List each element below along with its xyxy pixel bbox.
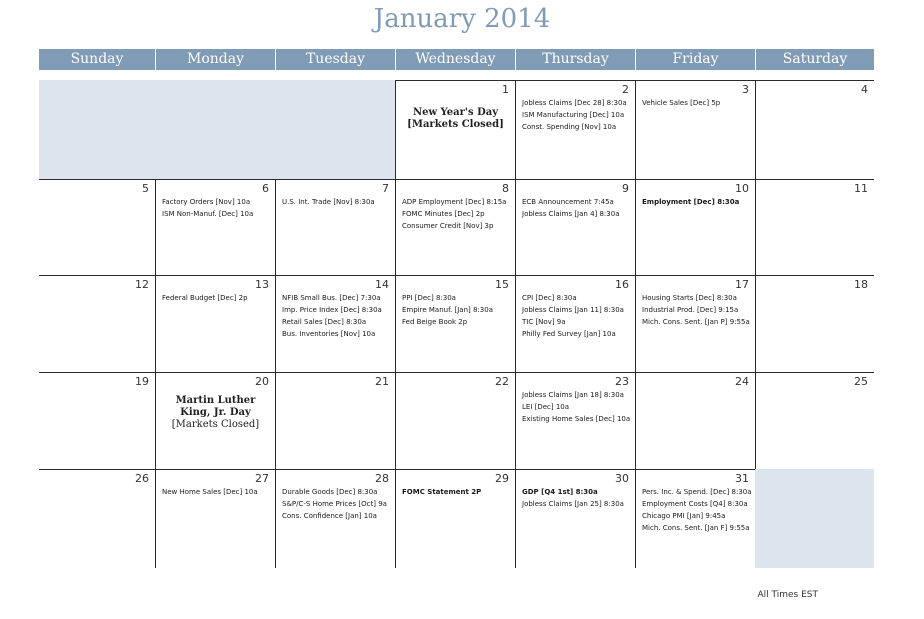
day-number: 21 [375,375,389,388]
day-number: 12 [135,278,149,291]
weekday-header-tuesday: Tuesday [276,49,395,70]
holiday-line: Martin Luther [175,395,256,406]
event-list [522,486,633,510]
empty-day-cell [155,80,275,179]
day-cell-31[interactable] [635,469,755,568]
event-item[interactable]: Mich. Cons. Sent. [Jan P] 9:55a [642,318,750,326]
event-item[interactable]: PPI [Dec] 8:30a [402,294,456,302]
event-item[interactable]: Jobless Claims [Jan 4] 8:30a [522,210,620,218]
day-cell-14[interactable] [275,275,395,372]
day-number: 10 [735,182,749,195]
day-cell-17[interactable] [635,275,755,372]
event-item[interactable]: Mich. Cons. Sent. [Jan F] 9:55a [642,524,750,532]
day-number: 25 [854,375,868,388]
empty-day-cell [39,80,155,179]
weekday-header-monday: Monday [156,49,275,70]
event-list [642,97,753,109]
event-item[interactable]: U.S. Int. Trade [Nov] 8:30a [282,198,375,206]
day-cell-16[interactable] [515,275,635,372]
weekday-header-wednesday: Wednesday [396,49,515,70]
event-list [162,196,273,220]
day-cell-5[interactable] [39,179,155,275]
event-item[interactable]: NFIB Small Bus. [Dec] 7:30a [282,294,381,302]
event-item[interactable]: Fed Beige Book 2p [402,318,468,326]
day-number: 4 [861,83,868,96]
event-list [282,196,393,208]
event-list [642,196,753,208]
event-item[interactable]: Imp. Price Index [Dec] 8:30a [282,306,382,314]
event-item[interactable]: New Home Sales [Dec] 10a [162,488,258,496]
event-item[interactable]: Federal Budget [Dec] 2p [162,294,248,302]
day-number: 24 [735,375,749,388]
day-cell-20[interactable] [155,372,275,469]
event-item[interactable]: Vehicle Sales [Dec] 5p [642,99,721,107]
event-item[interactable]: Empire Manuf. [Jan] 8:30a [402,306,493,314]
day-cell-8[interactable] [395,179,515,275]
holiday-label [396,107,515,131]
day-number: 13 [255,278,269,291]
holiday-line: New Year's Day [412,107,499,118]
day-number: 7 [382,182,389,195]
event-item[interactable]: CPI [Dec] 8:30a [522,294,577,302]
event-list [522,389,633,425]
day-number: 28 [375,472,389,485]
day-cell-19[interactable] [39,372,155,469]
day-cell-6[interactable] [155,179,275,275]
event-item[interactable]: Housing Starts [Dec] 8:30a [642,294,737,302]
event-item[interactable]: FOMC Statement 2P [402,488,482,496]
day-number: 26 [135,472,149,485]
event-item[interactable]: ECB Announcement 7:45a [522,198,614,206]
event-item[interactable]: Employment [Dec] 8:30a [642,198,740,206]
day-cell-30[interactable] [515,469,635,568]
event-item[interactable]: Jobless Claims [Jan 18] 8:30a [522,391,624,399]
event-item[interactable]: FOMC Minutes [Dec] 2p [402,210,485,218]
day-number: 9 [622,182,629,195]
event-item[interactable]: Pers. Inc. & Spend. [Dec] 8:30a [642,488,752,496]
day-cell-28[interactable] [275,469,395,568]
event-item[interactable]: GDP [Q4 1st] 8:30a [522,488,598,496]
day-cell-25[interactable] [755,372,874,469]
event-item[interactable]: Factory Orders [Nov] 10a [162,198,251,206]
event-item[interactable]: Jobless Claims [Jan 11] 8:30a [522,306,624,314]
day-number: 20 [255,375,269,388]
holiday-line: [Markets Closed] [171,419,260,430]
event-item[interactable]: ISM Non-Manuf. [Dec] 10a [162,210,254,218]
event-item[interactable]: Durable Goods [Dec] 8:30a [282,488,378,496]
calendar-title: January 2014 [373,4,551,34]
event-item[interactable]: Const. Spending [Nov] 10a [522,123,617,131]
day-number: 30 [615,472,629,485]
event-item[interactable]: Employment Costs [Q4] 8:30a [642,500,748,508]
day-cell-22[interactable] [395,372,515,469]
event-list [282,292,393,340]
event-item[interactable]: Cons. Confidence [Jan] 10a [282,512,377,520]
event-list [402,292,513,328]
event-item[interactable]: Jobless Claims [Jan 25] 8:30a [522,500,624,508]
day-cell-10[interactable] [635,179,755,275]
day-cell-3[interactable] [635,80,755,179]
empty-day-cell [755,469,874,568]
day-cell-2[interactable] [515,80,635,179]
day-number: 8 [502,182,509,195]
event-list [402,196,513,232]
event-list [162,486,273,498]
weekday-header-thursday: Thursday [516,49,635,70]
day-number: 3 [742,83,749,96]
event-item[interactable]: ADP Employment [Dec] 8:15a [402,198,507,206]
holiday-line: [Markets Closed] [407,119,504,130]
time-zone-note: All Times EST [757,590,818,600]
day-cell-21[interactable] [275,372,395,469]
day-cell-23[interactable] [515,372,635,469]
event-list [522,97,633,133]
day-number: 29 [495,472,509,485]
event-list [522,292,633,340]
event-item[interactable]: Bus. Inventories [Nov] 10a [282,330,376,338]
event-item[interactable]: LEI [Dec] 10a [522,403,570,411]
day-cell-29[interactable] [395,469,515,568]
day-cell-9[interactable] [515,179,635,275]
holiday-line: King, Jr. Day [180,407,251,418]
day-number: 17 [735,278,749,291]
day-number: 23 [615,375,629,388]
event-list [522,196,633,220]
day-cell-1[interactable] [395,80,515,179]
event-list [282,486,393,522]
event-item[interactable]: Chicago PMI [Jan] 9:45a [642,512,726,520]
day-cell-4[interactable] [755,80,874,179]
event-item[interactable]: Existing Home Sales [Dec] 10a [522,415,631,423]
day-number: 27 [255,472,269,485]
event-list [642,292,753,328]
day-cell-27[interactable] [155,469,275,568]
day-cell-12[interactable] [39,275,155,372]
holiday-label [156,395,275,431]
event-item[interactable]: Consumer Credit [Nov] 3p [402,222,494,230]
day-number: 5 [142,182,149,195]
day-number: 22 [495,375,509,388]
day-number: 2 [622,83,629,96]
day-number: 14 [375,278,389,291]
weekday-header-friday: Friday [636,49,755,70]
day-cell-13[interactable] [155,275,275,372]
event-item[interactable]: ISM Manufacturing [Dec] 10a [522,111,625,119]
day-cell-18[interactable] [755,275,874,372]
day-number: 15 [495,278,509,291]
day-number: 16 [615,278,629,291]
event-item[interactable]: S&P/C-S Home Prices [Oct] 9a [282,500,387,508]
day-number: 19 [135,375,149,388]
event-item[interactable]: Philly Fed Survey [Jan] 10a [522,330,616,338]
day-cell-7[interactable] [275,179,395,275]
day-number: 6 [262,182,269,195]
event-list [162,292,273,304]
event-item[interactable]: TIC [Nov] 9a [522,318,566,326]
day-cell-11[interactable] [755,179,874,275]
empty-day-cell [275,80,395,179]
weekday-header-saturday: Saturday [756,49,874,70]
weekday-header-sunday: Sunday [39,49,155,70]
day-number: 31 [735,472,749,485]
event-list [402,486,513,498]
event-item[interactable]: Jobless Claims [Dec 28] 8:30a [522,99,627,107]
event-item[interactable]: Retail Sales [Dec] 8:30a [282,318,367,326]
day-number: 18 [854,278,868,291]
day-cell-15[interactable] [395,275,515,372]
event-item[interactable]: Industrial Prod. [Dec] 9:15a [642,306,739,314]
day-cell-24[interactable] [635,372,755,469]
day-number: 11 [854,182,868,195]
day-number: 1 [502,83,509,96]
day-cell-26[interactable] [39,469,155,568]
event-list [642,486,753,534]
